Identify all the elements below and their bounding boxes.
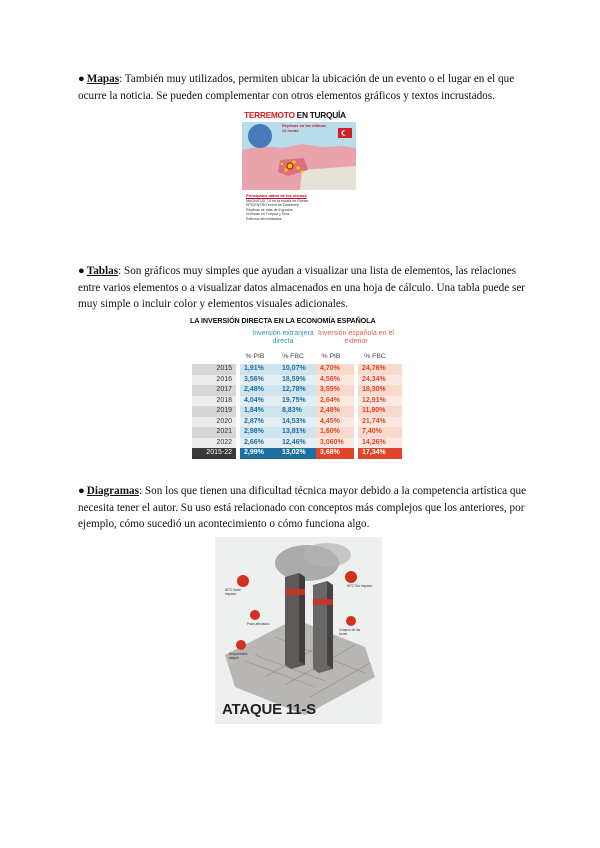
diagram-label: Responsable ataque	[229, 652, 248, 660]
table-cell: 4,45%	[316, 417, 354, 428]
maps-text: : También muy utilizados, permiten ubicar la ubicación de un evento o el lugar en el que ocurre la noticia. Se pueden complementar con otros elementos gráficos y textos incrustados.	[78, 73, 515, 102]
table-cell: 1,91%	[240, 364, 278, 375]
paragraph-maps	[78, 71, 528, 104]
row-year: 2017	[192, 385, 236, 396]
syria-land	[300, 166, 356, 190]
table-cell: 2,66%	[240, 438, 278, 449]
paragraph-tables	[78, 263, 528, 313]
table-cell: 4,56%	[316, 375, 354, 386]
table-title: LA INVERSIÓN DIRECTA EN LA ECONOMÍA ESPAÑOLA	[190, 316, 376, 325]
tower-south-side	[327, 581, 333, 669]
table-cell: 7,40%	[358, 427, 402, 438]
table-cell: 12,46%	[278, 438, 316, 449]
diagram-label: Colapso de las torres	[339, 628, 361, 636]
term-diagrams: Diagramas	[86, 485, 139, 497]
marker-icon	[346, 616, 356, 626]
bullet: ●	[78, 485, 85, 497]
table-cell: 8,83%	[278, 406, 316, 417]
map-legend-line: Edificios derrumbados	[246, 216, 282, 221]
table-row	[188, 364, 412, 375]
table-cell: 10,07%	[278, 364, 316, 375]
group-header-left: Inversión extranjera directa	[252, 330, 314, 345]
col-header: % FBC	[364, 353, 386, 360]
row-year: 2016	[192, 375, 236, 386]
table-cell: 18,30%	[358, 385, 402, 396]
diagram-label: WTC Sur impacto	[347, 584, 373, 588]
marker-icon	[237, 575, 249, 587]
smoke-cloud	[303, 543, 351, 567]
table-cell: 12,78%	[278, 385, 316, 396]
bullet: ●	[78, 265, 85, 277]
marker-icon	[250, 610, 260, 620]
globe-inset	[248, 124, 272, 148]
map-area	[242, 122, 356, 190]
table-cell: 13,81%	[278, 427, 316, 438]
map-legend-line: Réplicas de más de 6 grados	[246, 207, 293, 212]
row-year: 2021	[192, 427, 236, 438]
group-header-right: Inversión española en el exterior	[318, 330, 394, 345]
table-row	[188, 438, 412, 449]
aftershock-marker	[296, 166, 299, 169]
table-cell: 2,98%	[240, 427, 278, 438]
diagram-title: ATAQUE 11-S	[222, 701, 316, 718]
table-cell: 3,56%	[240, 375, 278, 386]
map-title-red: TERREMOTO	[244, 110, 295, 120]
map-legend-line: EPICENTRO cerca de Gaziantep	[246, 203, 300, 208]
paragraph-diagrams	[78, 483, 528, 533]
table-cell: 17,34%	[358, 448, 402, 459]
map-legend-line: Víctimas en Turquía y Siria	[246, 212, 289, 217]
table-cell: 4,04%	[240, 396, 278, 407]
table-cell: 1,84%	[240, 406, 278, 417]
flag-crescent-cut	[343, 131, 347, 135]
diagram-label: Pisos afectados	[247, 622, 270, 626]
aftershock-marker	[301, 171, 304, 174]
col-header: % FBC	[282, 353, 304, 360]
table-cell: 13,02%	[278, 448, 316, 459]
table-cell: 1,60%	[316, 427, 354, 438]
diagrams-text: : Son los que tienen una dificultad técnica mayor debido a la competencia artística que necesita tener el autor. Su uso está relacionado con conceptos más complejos que los anteriores, por ejemplo, cómo sucedió un acontecimiento o cómo funciona algo.	[78, 485, 527, 530]
marker-icon	[345, 571, 357, 583]
table-figure	[188, 316, 412, 462]
table-row	[188, 385, 412, 396]
table-row	[188, 417, 412, 428]
diagram-figure	[215, 537, 382, 724]
table-cell: 2,87%	[240, 417, 278, 428]
table-cell: 2,48%	[240, 385, 278, 396]
impact-zone-north	[285, 589, 305, 595]
table-row	[188, 396, 412, 407]
map-legend-heading: Principales datos de los sismos	[246, 193, 307, 198]
table-cell: 3,060%	[316, 438, 354, 449]
row-year: 2015-22	[192, 448, 236, 459]
table-row	[188, 427, 412, 438]
table-row	[188, 448, 412, 459]
row-year: 2020	[192, 417, 236, 428]
row-year: 2015	[192, 364, 236, 375]
table-cell: 2,48%	[316, 406, 354, 417]
impact-zone-south	[313, 599, 333, 605]
tables-text: : Son gráficos muy simples que ayudan a visualizar una lista de elementos, las relaciones entre varios elementos o a visualizar datos almacenados en una hoja de cálculo. Una tabla puede ser muy simple o incluir color y elementos visuales adicionales.	[78, 265, 526, 310]
table-cell: 14,53%	[278, 417, 316, 428]
term-tables: Tablas	[86, 265, 119, 277]
table-row	[188, 375, 412, 386]
table-cell: 18,59%	[278, 375, 316, 386]
epicenter-marker	[287, 163, 293, 169]
map-title	[244, 110, 346, 120]
table-cell: 24,34%	[358, 375, 402, 386]
col-header: % PIB	[245, 353, 265, 360]
table-cell: 14,26%	[358, 438, 402, 449]
col-header: % PIB	[321, 353, 341, 360]
diagram-label: WTC Norte impacto	[225, 588, 241, 596]
map-figure	[240, 108, 358, 248]
aftershock-marker	[292, 160, 295, 163]
table-cell: 21,74%	[358, 417, 402, 428]
table-cell: 11,90%	[358, 406, 402, 417]
table-cell: 2,99%	[240, 448, 278, 459]
table-cell: 12,91%	[358, 396, 402, 407]
term-maps: Mapas	[86, 73, 120, 85]
map-legend-line: MAGNITUD 7,8 en la escala de Richter	[246, 198, 309, 203]
map-title-black: EN TURQUÍA	[294, 110, 346, 120]
table-cell: 3,68%	[316, 448, 354, 459]
tower-north-side	[299, 573, 305, 665]
aftershock-marker	[281, 163, 284, 166]
row-year: 2019	[192, 406, 236, 417]
row-year: 2022	[192, 438, 236, 449]
aftershock-marker	[284, 168, 287, 171]
table-cell: 19,75%	[278, 396, 316, 407]
table-cell: 2,64%	[316, 396, 354, 407]
map-inset-text: Réplicas en las últimas 24 horas	[282, 123, 327, 133]
table-row	[188, 406, 412, 417]
marker-icon	[236, 640, 246, 650]
table-cell: 3,55%	[316, 385, 354, 396]
table-cell: 24,76%	[358, 364, 402, 375]
map-legend	[246, 194, 354, 222]
bullet: ●	[78, 73, 85, 85]
row-year: 2018	[192, 396, 236, 407]
table-cell: 4,70%	[316, 364, 354, 375]
